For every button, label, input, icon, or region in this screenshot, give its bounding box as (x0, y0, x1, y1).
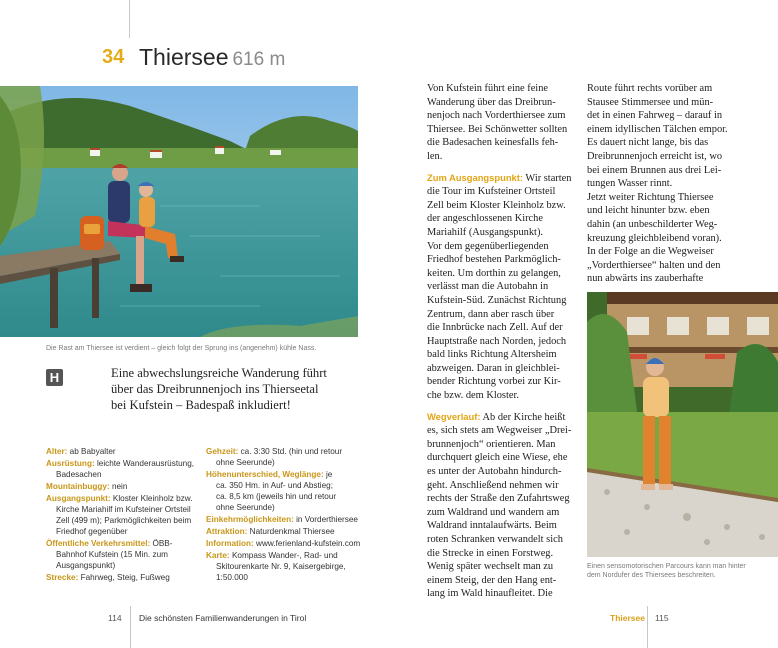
paragraph-continuation (587, 82, 737, 286)
text-line: keiten. Um dorthin zu gelangen, (427, 267, 561, 279)
text-line: Vor dem gegenüberliegenden (427, 240, 549, 252)
elevation: 616 m (232, 49, 286, 70)
photo-caption-left: Die Rast am Thiersee ist verdient – gleich folgt der Sprung ins (angenehm) kühle Nass. (46, 345, 317, 352)
text-line: bei einem Brunnen aus drei Lei- (587, 164, 722, 176)
text-line: „Vorderthiersee“ halten und den (587, 259, 721, 271)
text-line: Hauptstraße nach Norden, jedoch (427, 335, 567, 347)
text-line: Route führt rechts vorüber am (587, 83, 713, 94)
text-line: rechts der Straße den Zufahrtsweg (427, 493, 570, 505)
text-line: Kufstein-Süd. Zunächst Richtung (427, 294, 567, 306)
info-buggy: Mountainbuggy: nein (46, 482, 128, 491)
section-heading-route: Wegverlauf: (427, 410, 481, 422)
text-line: geht. Anschließend nehmen wir (427, 479, 559, 491)
text-line: lang im Wald hinaufleitet. Die (427, 588, 553, 600)
header-divider (129, 0, 130, 38)
text-line: und leicht hinunter bzw. eben (587, 205, 710, 217)
text-line: Thiersee. Bei Schönwetter sollten (427, 123, 568, 135)
text-line: die Innbrücke nach Zell. Auf der (427, 322, 563, 334)
photo-sensory-path (587, 292, 778, 557)
info-starting-point: Ausgangspunkt: Kloster Kleinholz bzw. Kirche Mariahilf im Kufsteiner Ortsteil Zell (499 m); Parkmöglichkeiten beim Friedhof gegenüber (46, 494, 193, 536)
text-line: einem Steig, der den Hang ent- (427, 574, 557, 586)
photo-lake-rest (0, 86, 358, 337)
text-line: brunnenjoch“ orientieren. Man (427, 438, 556, 450)
text-line: Friedhof bestehen Parkmöglich- (427, 254, 561, 266)
text-line: abzweigen. Daran in gleichblei- (427, 362, 560, 374)
photo-caption-right: Einen sensomotorischen Parcours kann man hinter dem Nordufer des Thiersees beschreiten. (587, 563, 746, 579)
text-line: Wanderung über das Dreibrun- (427, 96, 556, 108)
footer-divider-right (647, 606, 648, 648)
paragraph-intro (427, 82, 577, 164)
lake-illustration (0, 86, 358, 337)
chapter-number: 34 (102, 46, 125, 68)
text-line: Es dauert nicht lange, bis das (587, 137, 709, 149)
text-line: dahin (an unbeschilderter Weg- (587, 218, 718, 230)
text-line: bender Richtung vorbei zur Kir- (427, 376, 561, 388)
text-line: Von Kufstein führt eine feine (427, 83, 548, 94)
text-line: es unter der Autobahn hindurch- (427, 466, 562, 478)
paragraph-start-body (427, 185, 577, 403)
info-equipment: Ausrüstung: leichte Wanderausrüstung, Badesachen (46, 459, 195, 479)
text-line: bald links Richtung Altersheim (427, 349, 557, 361)
info-elevation-length: Höhenunterschied, Weglänge: je ca. 350 Hm. in Auf- und Abstieg; ca. 8,5 km (jeweils hin und retour ohne Seerunde) (206, 470, 337, 512)
text-line: die Strecke in einen Forstweg. (427, 547, 554, 559)
text-column-2 (587, 82, 737, 286)
page-title (139, 44, 285, 71)
text-line: Mariahilf (Ausgangspunkt). (427, 226, 544, 238)
text-line: Zell beim Kloster Kleinholz bzw. (427, 199, 566, 211)
info-public-transport: Öffentliche Verkehrsmittel: ÖBB- Bahnhof Kufstein (15 Min. zum Ausgangspunkt) (46, 539, 173, 570)
page-number-right: 115 (655, 613, 669, 623)
text-line: nenjoch nach Vorderthiersee zum (427, 110, 566, 122)
text-line: kreuzung gleichbleibend voran). (587, 232, 722, 244)
text-line: verlässt man die Autobahn in (427, 281, 549, 293)
info-block-left (46, 446, 204, 584)
text-line: roten Schranken verwandelt sich (427, 534, 563, 545)
text-line: zum Waldrand und wandern am (427, 506, 560, 518)
hiking-category-badge: H (46, 369, 63, 386)
text-line: die Tour im Kufsteiner Ortsteil (427, 186, 556, 198)
text-line: die Badesachen keinesfalls feh- (427, 137, 559, 149)
info-block-right (206, 446, 366, 584)
intro-text (111, 365, 351, 413)
info-age: Alter: ab Babyalter (46, 447, 116, 456)
text-line: Waldrand inntalaufwärts. Beim (427, 520, 557, 532)
paragraph-start: Zum Ausgangspunkt: Wir starten (427, 171, 572, 184)
text-line: Jetzt weiter Richtung Thiersee (587, 191, 714, 203)
text-line: tungen Wasser rinnt. (587, 178, 673, 190)
text-line: nun abwärts ins zauberhafte (587, 273, 704, 285)
text-line: Wenig später wechselt man zu (427, 561, 554, 573)
intro-line: bei Kufstein – Badespaß inkludiert! (111, 398, 291, 412)
info-route: Strecke: Fahrweg, Steig, Fußweg (46, 573, 170, 582)
section-heading-start: Zum Ausgangspunkt: (427, 171, 524, 183)
text-line: det in einen Fahrweg – darauf in (587, 110, 723, 122)
text-line: es, sich stets am Wegweiser „Drei- (427, 425, 572, 437)
title-text: Thiersee (139, 44, 229, 70)
text-line: len. (427, 150, 443, 162)
text-line: der angeschlossenen Kirche (427, 213, 543, 225)
info-website: Information: www.ferienland-kufstein.com (206, 539, 361, 548)
info-attraction: Attraktion: Naturdenkmal Thiersee (206, 527, 335, 536)
paragraph-route: Wegverlauf: Ab der Kirche heißt (427, 410, 566, 423)
text-line: durchquert gleich eine Wiese, ehe (427, 452, 568, 464)
intro-line: über das Dreibrunnenjoch ins Thierseetal (111, 382, 319, 396)
text-line: In der Folge an die Wegweiser (587, 246, 714, 258)
footer-divider-left (130, 606, 131, 648)
text-line: einem idyllischen Tälchen empor. (587, 123, 728, 135)
text-line: Dreibrunnenjoch erreicht ist, wo (587, 150, 723, 162)
info-map: Karte: Kompass Wander-, Rad- und Skitourenkarte Nr. 9, Kaisergebirge, 1:50.000 (206, 551, 346, 582)
sensory-path-illustration (587, 292, 778, 557)
info-refreshments: Einkehrmöglichkeiten: in Vorderthiersee (206, 515, 358, 524)
book-title: Die schönsten Familienwanderungen in Tirol (139, 613, 307, 623)
text-line: Zentrum, dann aber rasch über (427, 308, 555, 320)
section-name: Thiersee (610, 613, 645, 623)
page-number-left: 114 (108, 613, 122, 623)
paragraph-route-body (427, 424, 577, 601)
text-line: Stausee Stimmersee und mün- (587, 96, 714, 108)
text-column-1 (427, 82, 577, 601)
intro-line: Eine abwechslungsreiche Wanderung führt (111, 366, 327, 380)
info-walking-time: Gehzeit: ca. 3:30 Std. (hin und retour ohne Seerunde) (206, 447, 343, 467)
text-line: che bzw. dem Kloster. (427, 390, 519, 402)
